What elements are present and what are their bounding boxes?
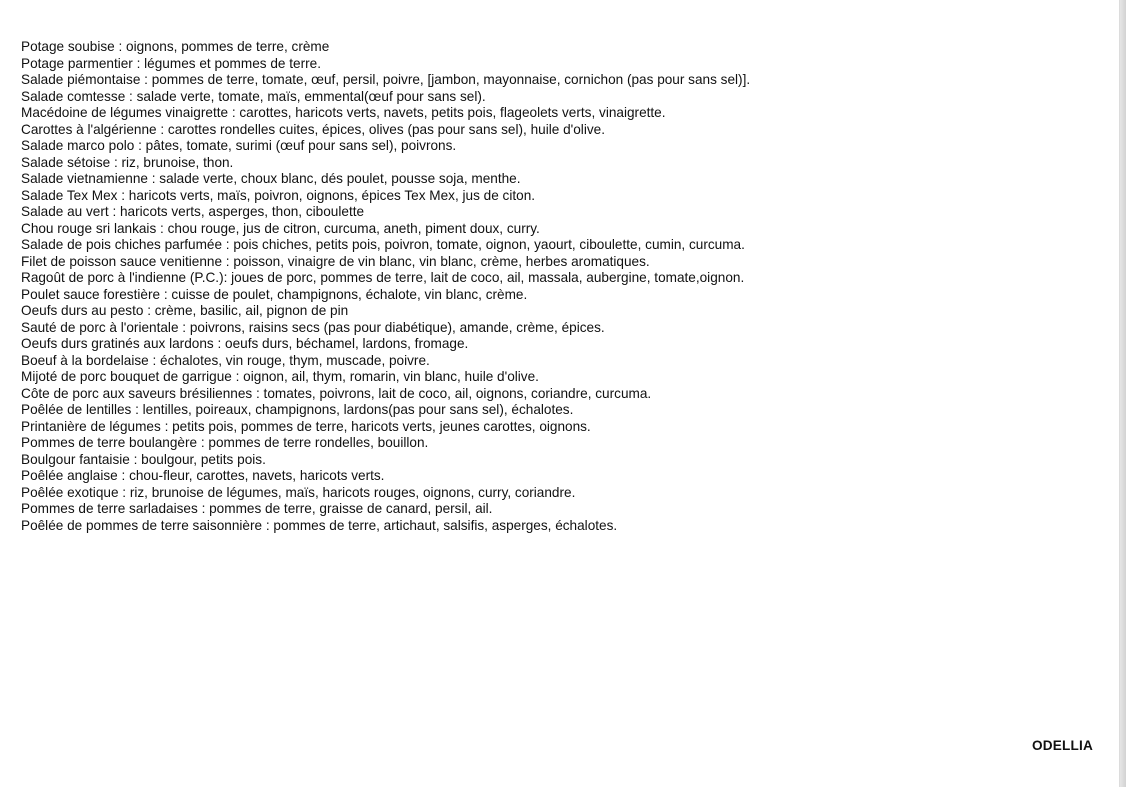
dish-line: Potage parmentier : légumes et pommes de terre. xyxy=(21,55,321,71)
dish-line: Pommes de terre sarladaises : pommes de terre, graisse de canard, persil, ail. xyxy=(21,501,493,516)
dish-line: Filet de poisson sauce venitienne : poisson, vinaigre de vin blanc, vin blanc, crème, herbes aromatiques. xyxy=(21,253,650,269)
dish-line: Poêlée exotique : riz, brunoise de légumes, maïs, haricots rouges, oignons, curry, coriandre. xyxy=(21,484,576,500)
dish-line: Chou rouge sri lankais : chou rouge, jus de citron, curcuma, aneth, piment doux, curry. xyxy=(21,220,540,236)
dish-line: Salade vietnamienne : salade verte, choux blanc, dés poulet, pousse soja, menthe. xyxy=(21,171,521,186)
dish-line: Printanière de légumes : petits pois, pommes de terre, haricots verts, jeunes carottes, oignons. xyxy=(21,418,591,434)
vertical-scrollbar[interactable] xyxy=(1119,0,1126,787)
dish-line: Pommes de terre boulangère : pommes de terre rondelles, bouillon. xyxy=(21,435,429,450)
dish-line: Poêlée anglaise : chou-fleur, carottes, navets, haricots verts. xyxy=(21,468,385,483)
dish-line: Carottes à l'algérienne : carottes rondelles cuites, épices, olives (pas pour sans sel), huile d'olive. xyxy=(21,121,605,137)
dish-line: Salade marco polo : pâtes, tomate, surimi (œuf pour sans sel), poivrons. xyxy=(21,138,457,153)
dish-line: Salade piémontaise : pommes de terre, tomate, œuf, persil, poivre, [jambon, mayonnaise, cornichon (pas pour sans sel)]. xyxy=(21,72,751,87)
dish-line: Macédoine de légumes vinaigrette : carottes, haricots verts, navets, petits pois, flageolets verts, vinaigrette. xyxy=(21,105,666,120)
dish-line: Salade sétoise : riz, brunoise, thon. xyxy=(21,154,234,170)
dish-line: Potage soubise : oignons, pommes de terre, crème xyxy=(21,39,330,54)
footer-brand: ODELLIA xyxy=(1031,738,1093,753)
dish-line: Oeufs durs gratinés aux lardons : oeufs durs, béchamel, lardons, fromage. xyxy=(21,336,469,351)
dish-line: Poulet sauce forestière : cuisse de poulet, champignons, échalote, vin blanc, crème. xyxy=(21,286,528,302)
dish-line: Salade de pois chiches parfumée : pois chiches, petits pois, poivron, tomate, oignon, yaourt, ciboulette, cumin, curcuma. xyxy=(21,237,745,252)
dish-line: Ragoût de porc à l'indienne (P.C.): joues de porc, pommes de terre, lait de coco, ail, massala, aubergine, tomate,oignon. xyxy=(21,270,745,285)
dish-list xyxy=(21,39,750,534)
dish-line: Sauté de porc à l'orientale : poivrons, raisins secs (pas pour diabétique), amande, crème, épices. xyxy=(21,319,605,335)
dish-line: Poêlée de pommes de terre saisonnière : pommes de terre, artichaut, salsifis, asperges, échalotes. xyxy=(21,517,618,533)
dish-line: Boulgour fantaisie : boulgour, petits pois. xyxy=(21,451,266,467)
dish-line: Mijoté de porc bouquet de garrigue : oignon, ail, thym, romarin, vin blanc, huile d'olive. xyxy=(21,369,539,384)
dish-line: Oeufs durs au pesto : crème, basilic, ail, pignon de pin xyxy=(21,303,349,318)
dish-line: Salade au vert : haricots verts, asperges, thon, ciboulette xyxy=(21,204,365,219)
dish-line: Boeuf à la bordelaise : échalotes, vin rouge, thym, muscade, poivre. xyxy=(21,352,430,368)
dish-line: Salade Tex Mex : haricots verts, maïs, poivron, oignons, épices Tex Mex, jus de citon. xyxy=(21,187,536,203)
dish-line: Poêlée de lentilles : lentilles, poireaux, champignons, lardons(pas pour sans sel), échalotes. xyxy=(21,402,574,417)
dish-line: Salade comtesse : salade verte, tomate, maïs, emmental(œuf pour sans sel). xyxy=(21,88,486,104)
dish-line: Côte de porc aux saveurs brésiliennes : tomates, poivrons, lait de coco, ail, oignons, coriandre, curcuma. xyxy=(21,385,652,401)
